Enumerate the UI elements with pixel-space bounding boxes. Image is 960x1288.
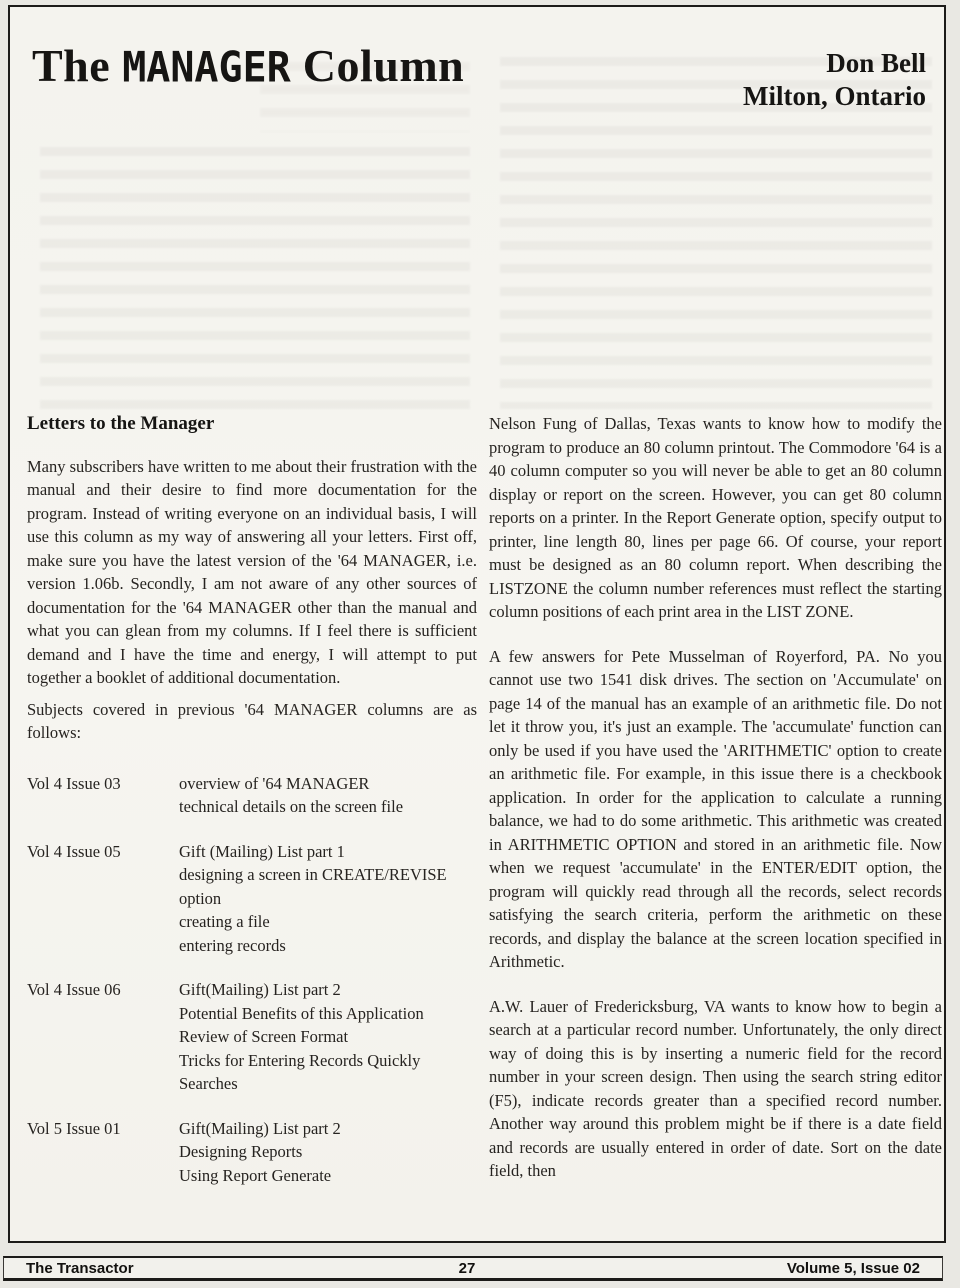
left-column xyxy=(27,412,477,1208)
article-title xyxy=(32,39,464,92)
ghost-bleed-texture xyxy=(40,147,470,412)
issue-topics xyxy=(179,840,477,958)
byline xyxy=(743,47,926,113)
byline-author-location: Milton, Ontario xyxy=(743,81,926,111)
footer-magazine-name: The Transactor xyxy=(26,1259,134,1277)
issue-topic-line: designing a screen in CREATE/REVISE option xyxy=(179,865,447,908)
issue-row xyxy=(27,1117,477,1188)
issue-topics xyxy=(179,1117,477,1188)
title-logo-manager: MANAGER xyxy=(122,44,291,92)
answer-paragraph-lauer: A.W. Lauer of Fredericksburg, VA wants to know how to begin a search at a particular record number. Unfortunately, the only direct way of doing this is by inserting a numeric field for the record number in your screen design. Then using the search string editor (F5), indicate records greater than a specified record number. Another way around this problem might be if there is a date field and records are usually entered in order of date. Sort on the date field, then xyxy=(489,996,942,1180)
issue-topic-line: Gift (Mailing) List part 1 xyxy=(179,841,345,861)
answer-paragraph-nelson: Nelson Fung of Dallas, Texas wants to know how to modify the program to produce an 80 column printout. The Commodore '64 is a 40 column computer so you will never be able to get an 80 column display or report on the screen. However, you can get 80 column reports on a printer. In the Report Generate option, specify output to printer, line length 80, lines per page 66. Of course, your report must be designed as an 80 column report. When describing the LISTZONE the column number references must reflect the starting column positions of each print area in the LIST ZONE. xyxy=(489,414,942,621)
section-heading: Letters to the Manager xyxy=(27,413,215,434)
issue-label: Vol 5 Issue 01 xyxy=(27,1118,121,1138)
answer-paragraph-pete: A few answers for Pete Musselman of Royerford, PA. No you cannot use two 1541 disk drives. The section on 'Accumulate' on page 14 of the manual has an example of an arithmetic file. Do not let it throw you, it's just an example. The 'accumulate' function can only be used if you have used the 'ARITHMETIC' option to create an arithmetic file. For example, in this issue there is a checkbook application. In order for the application to calculate a running balance, we had to do some arithmetic. This arithmetic was created in ARITHMETIC OPTION and stored in an arithmetic file. Now when we request 'accumulate' in the ENTER/EDIT option, the program will quickly read through all the records, select records satisfying the search criteria, perform the arithmetic on these records, and display the balance at the screen location specified in Arithmetic. xyxy=(489,646,942,971)
issues-list xyxy=(27,772,477,1188)
issue-topic-line: Designing Reports xyxy=(179,1142,303,1161)
issue-topic-line: overview of '64 MANAGER xyxy=(179,773,370,793)
issue-topic-line: Gift(Mailing) List part 2 xyxy=(179,1118,341,1138)
issue-topic-line: Using Report Generate xyxy=(179,1165,332,1185)
intro-paragraph: Many subscribers have written to me about their frustration with the manual and their desire to find more documentation for the program. Instead of writing everyone on an individual basis, I will use this column as my way of answering all your letters. First off, make sure you have the latest version of the '64 MANAGER, i.e. version 1.06b. Secondly, I am not aware of any other sources of documentation for the '64 MANAGER other than the manual and what you can glean from my columns. If I feel there is sufficient demand and I have the time and energy, I will attempt to put together a booklet of additional documentation. xyxy=(27,456,477,687)
issue-topic-line: Searches xyxy=(179,1074,238,1093)
footer-issue-label: Volume 5, Issue 02 xyxy=(786,1259,920,1277)
issue-topic-line: creating a file xyxy=(179,912,270,931)
issue-topic-line: Review of Screen Format xyxy=(179,1027,349,1046)
issue-topic-line: Gift(Mailing) List part 2 xyxy=(179,980,341,999)
issue-row xyxy=(27,772,477,819)
issue-label: Vol 4 Issue 03 xyxy=(27,773,121,793)
issue-topic-line: technical details on the screen file xyxy=(179,797,404,816)
byline-author-name: Don Bell xyxy=(826,48,926,78)
footer-page-number: 27 xyxy=(458,1259,476,1277)
issue-topic-line: Tricks for Entering Records Quickly xyxy=(179,1050,421,1070)
issue-topics xyxy=(179,772,477,819)
footer-bar xyxy=(3,1256,943,1281)
subjects-paragraph: Subjects covered in previous '64 MANAGER columns are as follows: xyxy=(27,699,477,742)
issue-row xyxy=(27,840,477,958)
article-header xyxy=(32,31,928,141)
scanned-page xyxy=(8,5,946,1243)
title-word-column: Column xyxy=(302,40,465,91)
issue-topics xyxy=(179,978,477,1096)
issue-topic-line: Potential Benefits of this Application xyxy=(179,1003,424,1023)
right-column xyxy=(489,412,942,1183)
issue-label: Vol 4 Issue 06 xyxy=(27,980,121,999)
issue-topic-line: entering records xyxy=(179,935,286,955)
issue-row xyxy=(27,978,477,1096)
issue-label: Vol 4 Issue 05 xyxy=(27,841,121,861)
title-word-the: The xyxy=(32,40,111,91)
